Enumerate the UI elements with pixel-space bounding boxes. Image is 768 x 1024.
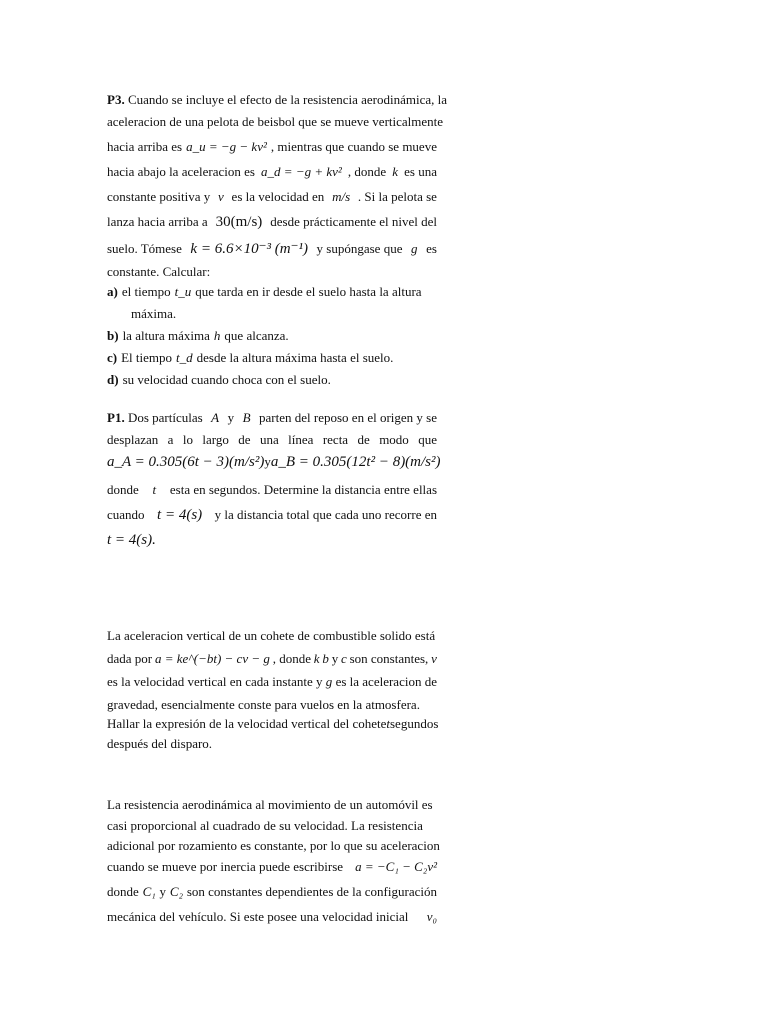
p3-eq-ad: a_d = −g + kv² <box>261 164 342 179</box>
p1-label: P1. <box>107 410 125 425</box>
p3-item-d: d) su velocidad cuando choca con el suelo. <box>107 372 331 387</box>
p3-label: P3. <box>107 92 125 107</box>
p1-eq-aB: a_B = 0.305(12t² − 8)(m/s²) <box>270 454 441 470</box>
p1-eq-aA: a_A = 0.305(6t − 3)(m/s²) <box>107 454 265 470</box>
p3-item-c: c) El tiempo t_d desde la altura máxima hasta el suelo. <box>107 350 394 365</box>
rocket-eq: a = ke^(−bt) − cv − g <box>154 651 270 666</box>
p3-item-a: a) el tiempo t_u que tarda en ir desde el suelo hasta la altura <box>107 284 422 299</box>
p3-k-value: k = 6.6×10⁻³ (m⁻¹) <box>190 241 308 257</box>
p3-eq-au: a_u = −g − kv² <box>186 139 267 154</box>
document-page: P3. Cuando se incluye el efecto de la resistencia aerodinámica, la aceleracion de una pelota de beisbol que se mueve verticalmente hacia arriba es a_u = −g − kv² , mientras que cuando se mueve hacia abajo la aceleracion es a_d = −g + kv² , donde k es una constante positiva y v es la velocidad en m/s . Si la pelota se lanza hacia arriba a 30(m/s) desde prácticamente el nivel del suelo. Tómese k = 6.6×10⁻³ (m⁻¹) y supóngase que g es constante. Calcular: a) el tiempo t_u que tarda en ir desde el suelo hasta la altura máxima. b) la altura máxima h que alcanza. c) El tiempo t_d desde la altura máxima hasta el suelo. d) su velocidad cuando choca con el suelo. P1. Dos partículas A y B parten del reposo en el origen y se desplazan a lo largo de una línea recta de modo que a_A = 0.305(6t − 3)(m/s²) y a_B = 0.305(12t² − 8)(m/s²) donde t esta en segundos. Determine la distancia entre ellas cuando t = 4(s) y la distancia total que cada uno recorre en t = 4(s). La aceleracion vertical de un cohete de combustible solido está dada por a = ke^(−bt) − cv − g , donde k b y c son constantes, v es la velocidad vertical en cada instante y g es la aceleracion de gravedad, esencialmente conste para vuelos en la atmosfera. Hallar la expresión de la velocidad vertical del cohete t segundos después del disparo. La resistencia aerodinámica al movimiento de un automóvil es casi proporcional al cuadrado de su velocidad. La resistencia adicional por rozamiento es constante, por lo que su aceleracion cuando se mueve por inercia puede escribirse a = −C₁ − C₂v² donde C₁ y C₂ son constantes dependientes de la configuración mecánica del vehículo. Si este posee una velocidad inicial v₀ <box>107 92 448 924</box>
p3-item-b: b) la altura máxima h que alcanza. <box>107 328 289 343</box>
car-eq: a = −C₁ − C₂v² <box>355 859 437 874</box>
p3-initial-velocity: 30(m/s) <box>215 214 263 230</box>
